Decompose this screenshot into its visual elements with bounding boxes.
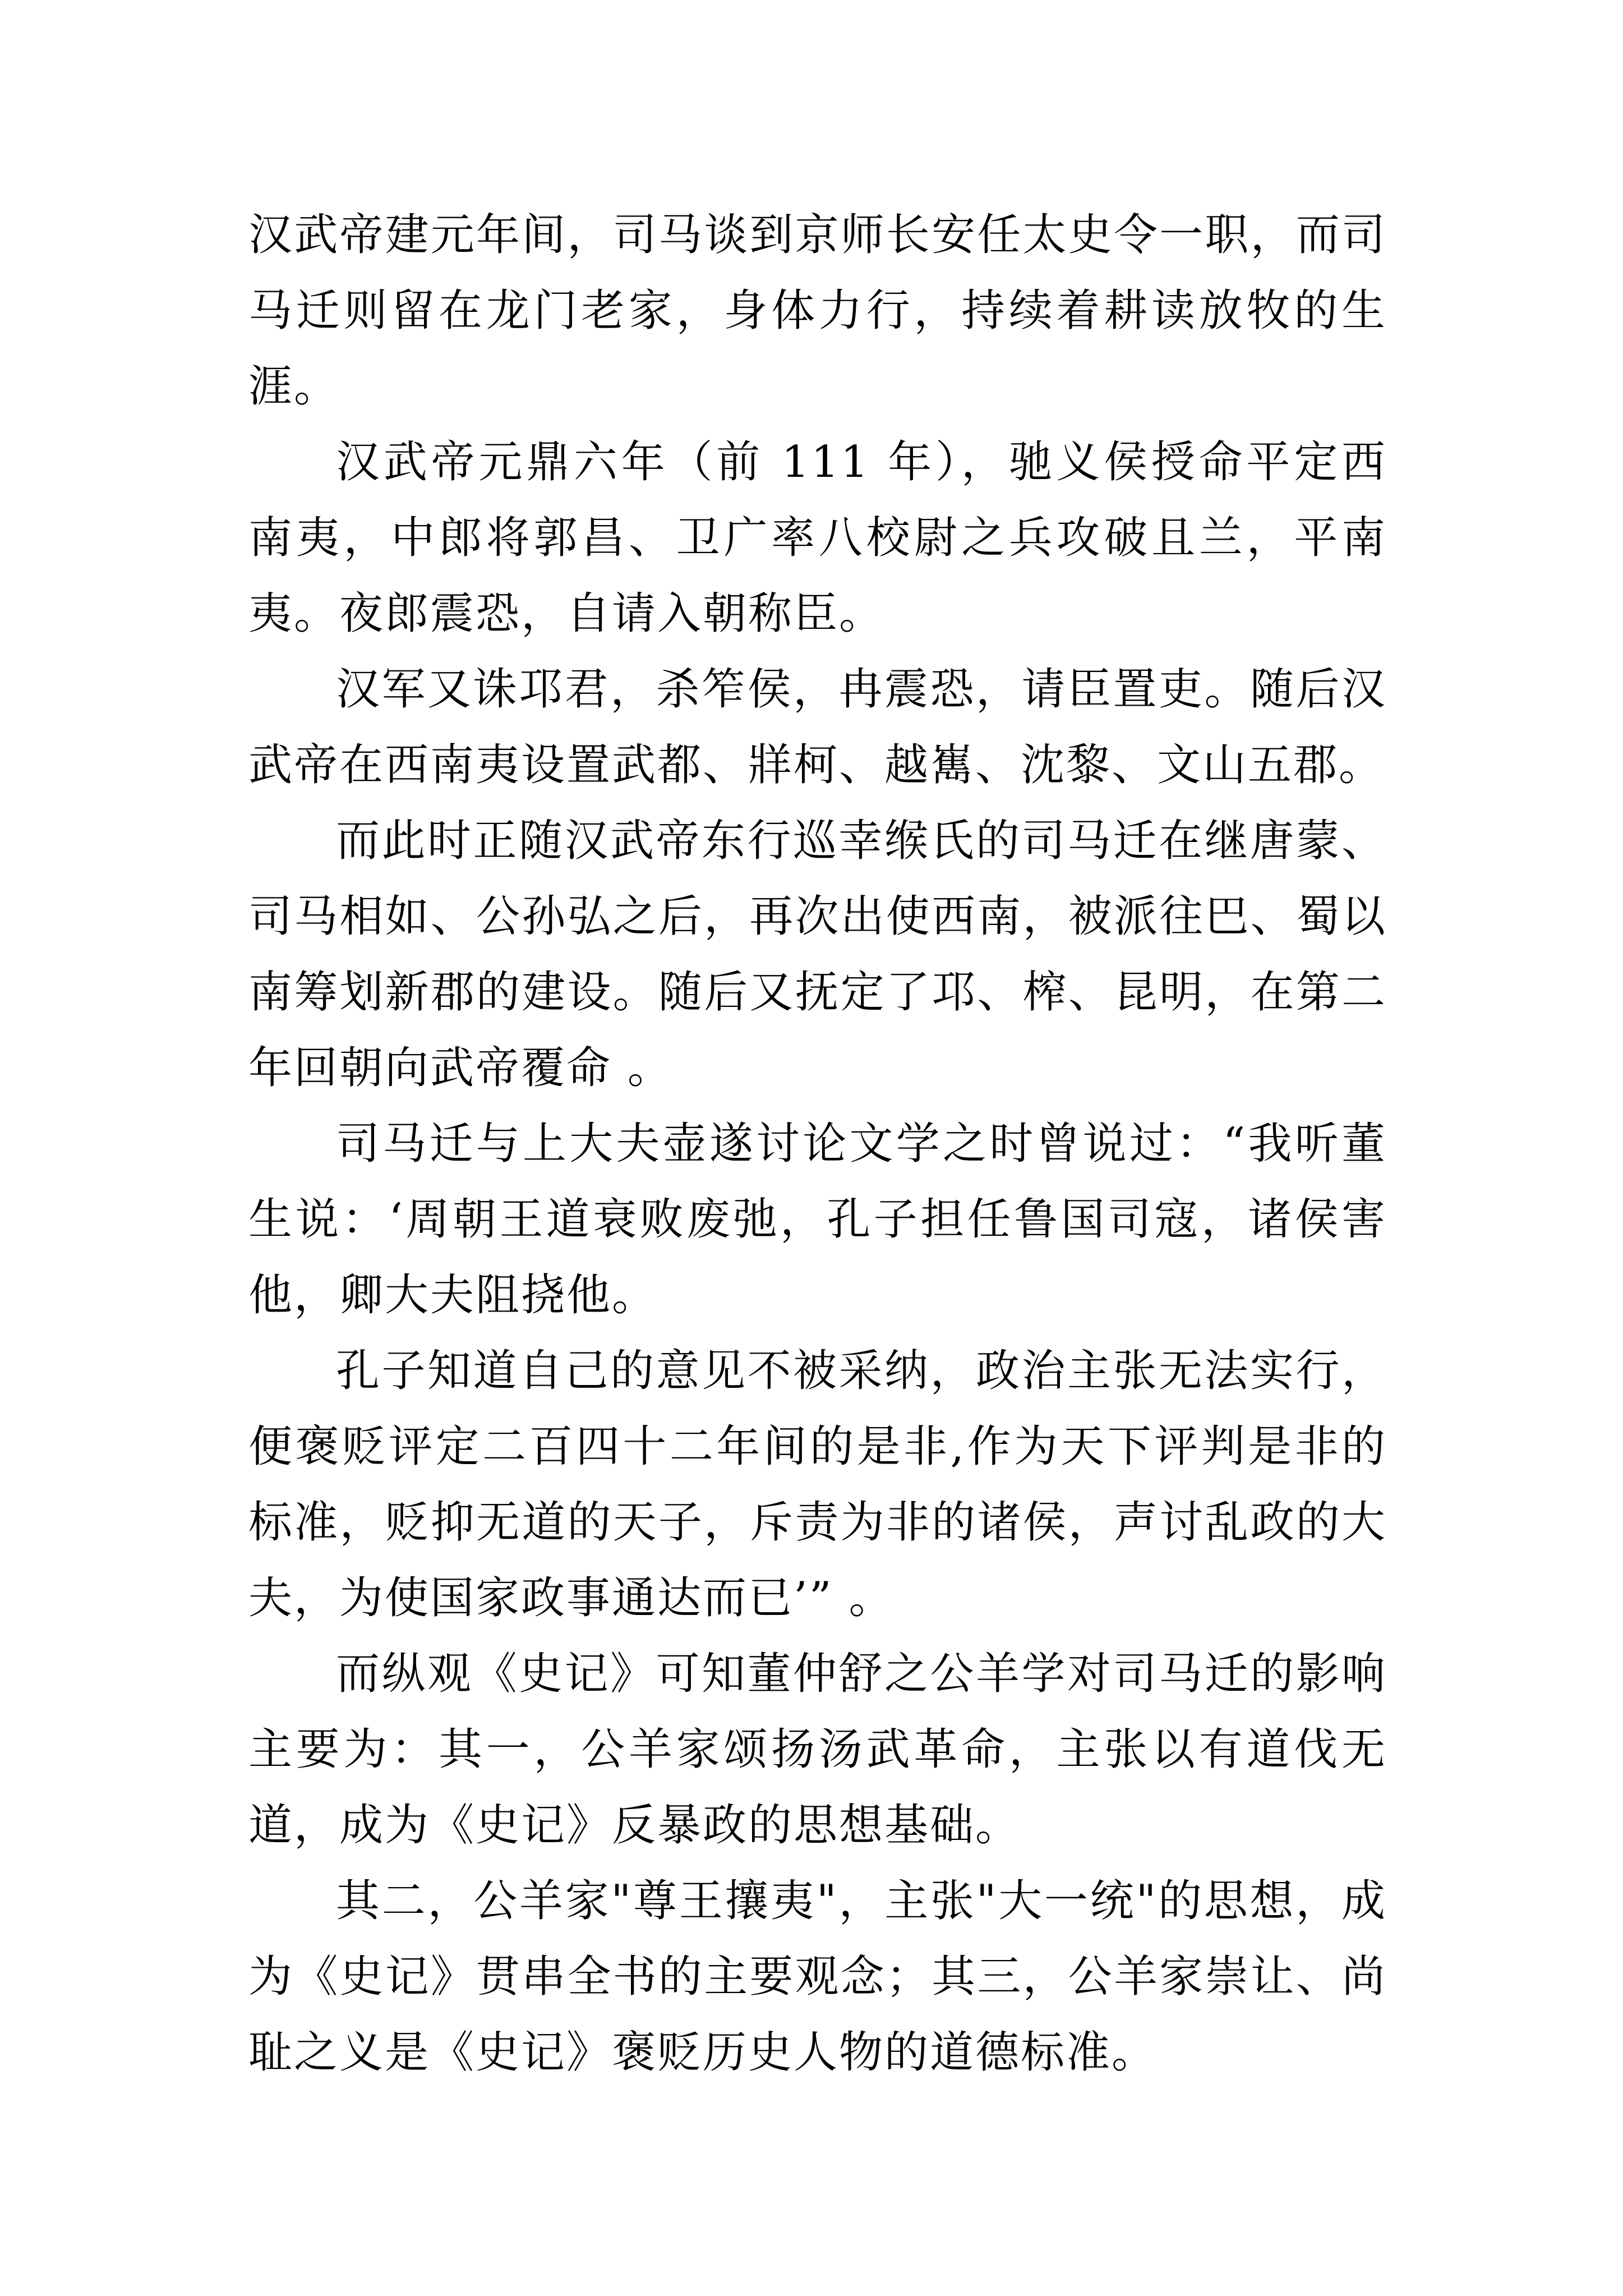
paragraph-1: 汉武帝建元年间，司马谈到京师长安任太史令一职，而司马迁则留在龙门老家，身体力行，持续着耕读放牧的生涯。 xyxy=(248,210,1387,412)
paragraph-6: 孔子知道自己的意见不被采纳，政治主张无法实行，便褒贬评定二百四十二年间的是非,作为天下评判是非的标准，贬抑无道的天子，斥责为非的诸侯，声讨乱政的大夫，为使国家政事通达而已’” 。 xyxy=(248,1346,1387,1623)
document-body xyxy=(248,197,1387,2091)
paragraph-4: 而此时正随汉武帝东行巡幸缑氏的司马迁在继唐蒙、司马相如、公孙弘之后，再次出使西南，被派往巴、蜀以南筹划新郡的建设。随后又抚定了邛、榨、昆明，在第二年回朝向武帝覆命 。 xyxy=(248,816,1387,1093)
paragraph-2: 汉武帝元鼎六年（前 111 年），驰义侯授命平定西南夷，中郎将郭昌、卫广率八校尉之兵攻破且兰，平南夷。夜郎震恐，自请入朝称臣。 xyxy=(248,437,1387,639)
paragraph-3: 汉军又诛邛君，杀笮侯，冉震恐，请臣置吏。随后汉武帝在西南夷设置武都、牂柯、越嶲、沈黎、文山五郡。 xyxy=(248,664,1387,790)
paragraph-8: 其二，公羊家"尊王攘夷"，主张"大一统"的思想，成为《史记》贯串全书的主要观念；其三，公羊家崇让、尚耻之义是《史记》褒贬历史人物的道德标准。 xyxy=(248,1876,1387,2078)
paragraph-5: 司马迁与上大夫壶遂讨论文学之时曾说过：“我听董生说：‘周朝王道衰败废弛，孔子担任鲁国司寇，诸侯害他，卿大夫阻挠他。 xyxy=(248,1119,1387,1320)
paragraph-7: 而纵观《史记》可知董仲舒之公羊学对司马迁的影响主要为：其一，公羊家颂扬汤武革命，主张以有道伐无道，成为《史记》反暴政的思想基础。 xyxy=(248,1649,1387,1851)
